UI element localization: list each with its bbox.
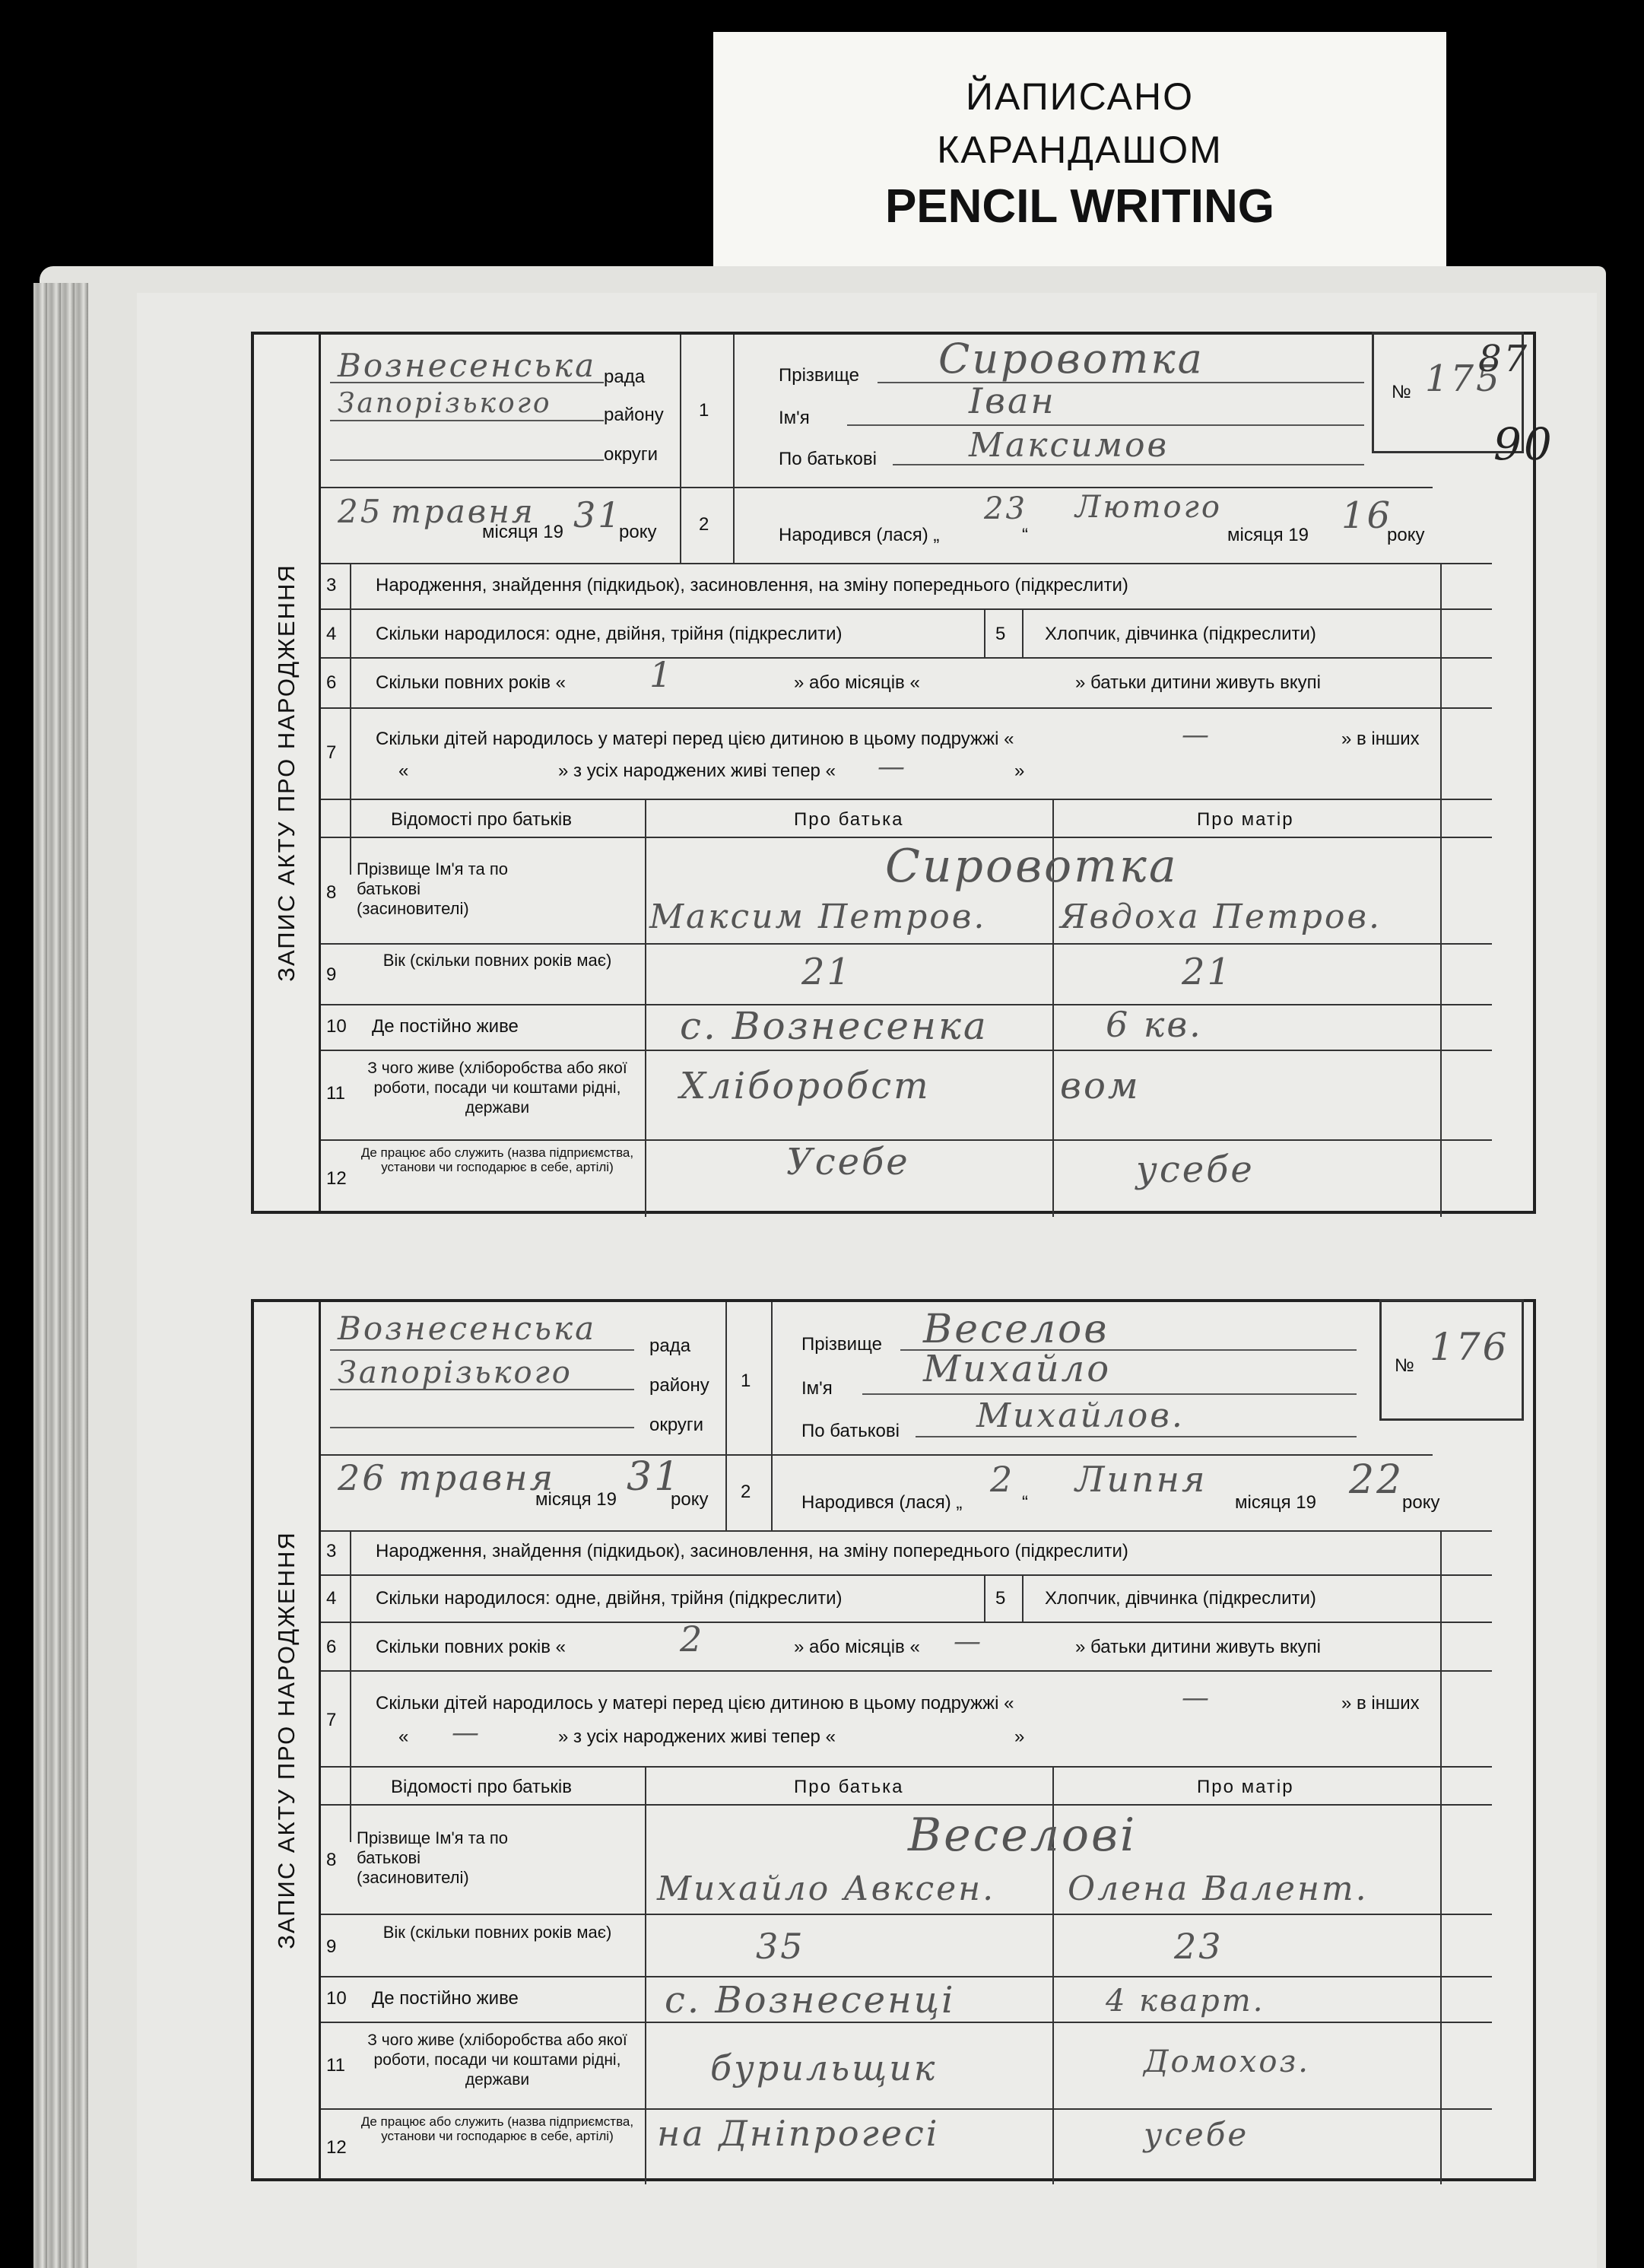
label-surname: Прізвище (779, 365, 859, 386)
hw-mother-age: 23 (1174, 1926, 1223, 1967)
row-7-a: Скільки дітей народилось у матері перед цією дитиною в цьому подружжі « (376, 1693, 1014, 1714)
label-rok: року (619, 522, 657, 542)
hw-parents-surname: Веселові (908, 1809, 1138, 1862)
row-9-label: Вік (скільки повних років має) (382, 951, 612, 970)
hw-mother-age: 21 (1182, 951, 1233, 993)
hw-reg-day: 25 (338, 493, 383, 530)
hw-born-year: 16 (1341, 494, 1393, 537)
hw-born-month: Лютого (1075, 490, 1222, 525)
hw-mother-work: усебе (1144, 2116, 1249, 2153)
hw-number-alt-2: 90 (1493, 418, 1554, 470)
hw-father-work: Усебе (786, 1141, 910, 1183)
hw-parents-surname: Сировотка (885, 840, 1179, 893)
book-spine (33, 283, 88, 2268)
hw-mother-work: усебе (1136, 1148, 1255, 1191)
header-father: Про батька (794, 809, 904, 830)
hw-mother-lives: 4 кварт. (1106, 1984, 1265, 2019)
row-5-text: Хлопчик, дівчинка (підкреслити) (1045, 1588, 1316, 1609)
birth-record-2: ЗАПИС АКТУ ПРО НАРОДЖЕННЯ Вознесенська рада Запорізького району округи 26 травня місяця 19 31 року 1 2 Прізвище Веселов Ім'я Михайло По батькові Михайлов. Народився (лася) „ 2 “ Липня місяця 19 22 року № 176 3 Народження, знайдення (підкидьок), засиновлення, на зміну попереднього (підкреслити) 4 Скільки народилося: одне, двійня, трійня (підкреслити) 5 Хлопчик, дівчинка (підкреслити) 6 Скільки повних років « 2 » або місяців « — » батьки дитини живуть вкупі 7 Скільки дітей народилось у матері перед цією дитиною в цьому подружжі « — » в інших « — » з усіх народжених живі тепер « » Відомості про батьків Про батька Про матір 8 Прізвище Ім'я та по батькові (засиновителі) 9 Вік (скільки повних років має) 10 Де постійно живе 11 З чого живе (хліборобства або якої роботи, посади чи коштами рідні, держави 12 Де працює або служить (назва підприємства, установи чи господарює в себе, артілі) Веселові Михайло Авксен. Олена Валент. 35 23 с. Вознесенці 4 кварт. бурильщик Домохоз. на Дніпрогесі усебе (251, 1299, 1536, 2181)
hw-mother-name: Явдоха Петров. (1060, 897, 1382, 936)
label-born: Народився (лася) „ (779, 525, 940, 545)
row-8-label: Прізвище Ім'я та по батькові (засиновителі) (357, 1828, 508, 1887)
label-rada: рада (649, 1336, 691, 1356)
label-patronymic: По батькові (779, 449, 877, 469)
label-name: Ім'я (801, 1378, 833, 1399)
header-parents-info: Відомості про батьків (391, 809, 572, 830)
label-raion: району (649, 1375, 709, 1396)
row-3-text: Народження, знайдення (підкидьок), засиновлення, на зміну попереднього (підкреслити) (376, 1541, 1128, 1561)
hw-father-work: на Дніпрогесі (657, 2113, 940, 2154)
label-number: № (1392, 382, 1411, 402)
label-born: Народився (лася) „ (801, 1492, 963, 1513)
label-okrugy: округи (649, 1415, 704, 1435)
hw-father-lives: с. Вознесенці (665, 1979, 956, 2022)
row-4-text: Скільки народилося: одне, двійня, трійня (підкреслити) (376, 1588, 843, 1609)
hw-born-year: 22 (1349, 1457, 1404, 1503)
hw-father-age: 21 (801, 951, 853, 993)
hw-born-day: 2 (990, 1459, 1015, 1500)
birth-record-1: ЗАПИС АКТУ ПРО НАРОДЖЕННЯ Вознесенська рада Запорізького району округи 25 травня місяця 19 31 року 1 2 Прізвище Сировотка Ім'я Іван По батькові Максимов Народився (лася) „ 23 “ Лютого місяця 19 16 року № 175 87 90 3 Народження, знайдення (підкидьок), засиновлення, на зміну попереднього (підкреслити) 4 Скільки народилося: одне, двійня, трійня (підкреслити) 5 Хлопчик, дівчинка (підкреслити) 6 Скільки повних років « 1 » або місяців « » батьки дитини живуть вкупі 7 Скільки дітей народилось у матері перед цією дитиною в цьому подружжі « — » в інших « » з усіх народжених живі тепер « — » Відомості про батьків Про батька Про матір 8 Прізвище Ім'я та по батькові (засиновителі) 9 Вік (скільки повних років має) 10 Де постійно живе 11 З чого живе (хліборобства або якої роботи, посади чи коштами рідні, держави 12 Де працює або служить (назва підприємства, установи чи господарює в себе, артілі) Сировотка Максим Петров. Явдоха Петров. 21 21 с. Вознесенка 6 кв. Хліборобст вом Усебе усебе (251, 332, 1536, 1214)
row-4-text: Скільки народилося: одне, двійня, трійня (підкреслити) (376, 624, 843, 644)
hw-father-lives: с. Вознесенка (680, 1004, 989, 1048)
row-12-label: Де працює або служить (назва підприємства, установи чи господарює в себе, артілі) (360, 1145, 634, 1174)
row-11-label: З чого живе (хліборобства або якої роботи, посади чи коштами рідні, держави (367, 1059, 627, 1117)
header-parents-info: Відомості про батьків (391, 1777, 572, 1797)
stamp-line-3: PENCIL WRITING (884, 180, 1275, 233)
hw-surname: Сировотка (938, 335, 1204, 383)
hw-number-alt-1: 87 (1478, 338, 1530, 380)
hw-name: Іван (969, 380, 1056, 421)
label-surname: Прізвище (801, 1334, 882, 1355)
header-mother: Про матір (1197, 809, 1294, 830)
stamp-line-2: КАРАНДАШОМ (937, 129, 1223, 171)
hw-reg-month: травня (398, 1457, 556, 1498)
row-5-text: Хлопчик, дівчинка (підкреслити) (1045, 624, 1316, 644)
row-9-label: Вік (скільки повних років має) (382, 1923, 612, 1942)
hw-patronymic: Максимов (969, 426, 1170, 465)
row-3-text: Народження, знайдення (підкидьок), засиновлення, на зміну попереднього (підкреслити) (376, 575, 1128, 596)
hw-years-together: 1 (649, 654, 674, 695)
hw-years-together: 2 (680, 1618, 705, 1660)
hw-raion: Запорізького (338, 1355, 573, 1390)
hw-father-name: Михайло Авксен. (657, 1869, 996, 1908)
pencil-writing-stamp (713, 32, 1446, 275)
hw-father-income: бурильщик (710, 2047, 938, 2089)
record-side-label: ЗАПИС АКТУ ПРО НАРОДЖЕННЯ (254, 1302, 321, 2178)
label-rada: рада (604, 367, 646, 387)
hw-born-month: Липня (1075, 1459, 1208, 1500)
label-month-19: місяця 19 (482, 522, 563, 542)
hw-raion: Запорізького (338, 388, 552, 419)
stamp-line-1: ЙАПИСАНО (966, 75, 1194, 118)
hw-name: Михайло (923, 1348, 1112, 1390)
hw-record-number: 176 (1430, 1325, 1509, 1369)
hw-rada: Вознесенська (338, 347, 597, 384)
record-side-label: ЗАПИС АКТУ ПРО НАРОДЖЕННЯ (254, 335, 321, 1211)
row-6-a: Скільки повних років « (376, 672, 566, 693)
row-6-a: Скільки повних років « (376, 1637, 566, 1657)
hw-record-number: 175 (1425, 357, 1502, 400)
row-7-a: Скільки дітей народилось у матері перед цією дитиною в цьому подружжі « (376, 729, 1014, 749)
row-10-label: Де постійно живе (372, 1988, 519, 2009)
row-11-label: З чого живе (хліборобства або якої роботи, посади чи коштами рідні, держави (367, 2031, 627, 2089)
header-mother: Про матір (1197, 1777, 1294, 1797)
hw-mother-lives: 6 кв. (1106, 1004, 1203, 1045)
hw-born-day: 23 (984, 491, 1027, 526)
hw-mother-income: Домохоз. (1144, 2044, 1311, 2079)
label-number: № (1395, 1355, 1414, 1376)
hw-reg-day: 26 (338, 1457, 387, 1498)
hw-reg-year: 31 (573, 494, 623, 535)
hw-surname: Веселов (923, 1307, 1109, 1352)
hw-father-age: 35 (756, 1926, 805, 1967)
hw-father-income: Хліборобст (680, 1065, 931, 1107)
hw-patronymic: Михайлов. (976, 1396, 1185, 1435)
label-okrugy: округи (604, 444, 659, 465)
hw-father-name: Максим Петров. (649, 897, 987, 936)
label-raion: району (604, 405, 664, 425)
row-12-label: Де працює або служить (назва підприємства, установи чи господарює в себе, артілі) (360, 2114, 634, 2143)
hw-mother-name: Олена Валент. (1068, 1869, 1369, 1908)
hw-reg-month: травня (391, 493, 535, 530)
hw-reg-year: 31 (627, 1454, 682, 1500)
row-10-label: Де постійно живе (372, 1016, 519, 1037)
row-8-label: Прізвище Ім'я та по батькові (засиновителі) (357, 859, 508, 918)
label-patronymic: По батькові (801, 1421, 900, 1441)
header-father: Про батька (794, 1777, 904, 1797)
hw-mother-income: вом (1060, 1065, 1141, 1107)
label-name: Ім'я (779, 408, 810, 428)
hw-rada: Вознесенська (338, 1310, 597, 1347)
